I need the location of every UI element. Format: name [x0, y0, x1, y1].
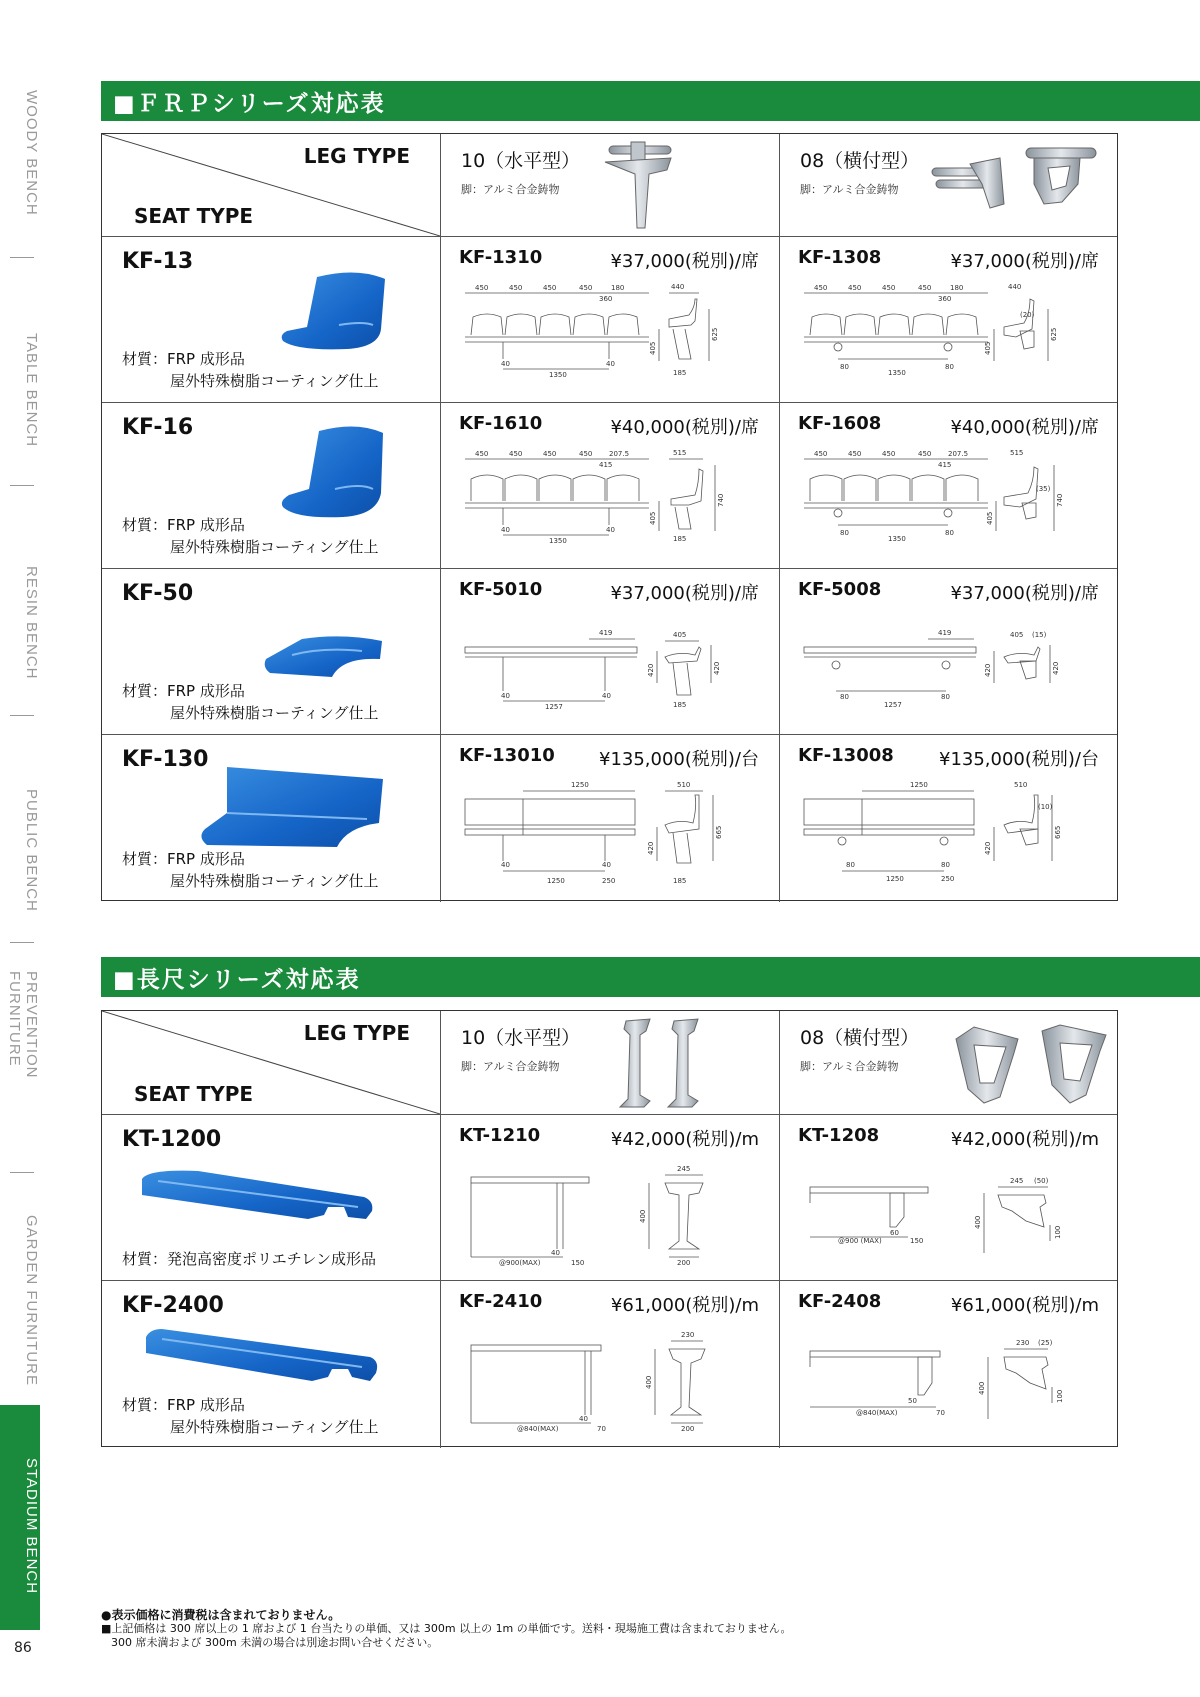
leg08-spec-cell: [780, 1281, 1119, 1448]
svg-text:419: 419: [938, 629, 952, 637]
svg-text:40: 40: [606, 360, 615, 368]
svg-text:70: 70: [597, 1425, 606, 1433]
svg-text:450: 450: [848, 450, 862, 458]
svg-text:50: 50: [908, 1397, 917, 1405]
svg-text:245: 245: [1010, 1177, 1024, 1185]
svg-text:400: 400: [639, 1209, 647, 1223]
leg-10-material: 脚：アルミ合金鋳物: [461, 1060, 560, 1073]
seat-model-code: KF-130: [122, 747, 209, 772]
seat-kf2400-image: [142, 1325, 382, 1391]
svg-text:419: 419: [599, 629, 613, 637]
dimension-drawing: [798, 279, 1098, 389]
nav-divider: [10, 257, 34, 258]
seat-cell: [102, 237, 441, 402]
frp-section-title: ■ＦＲＰシリーズ対応表: [101, 81, 1200, 121]
seat-kt1200-image: [138, 1167, 378, 1229]
seat-material: [122, 348, 379, 392]
svg-text:665: 665: [1054, 825, 1062, 839]
material-line-2: 屋外特殊樹脂コーティング仕上: [170, 872, 379, 890]
svg-text:420: 420: [984, 663, 992, 677]
price: ¥135,000(税別)/台: [939, 749, 1099, 770]
dimension-drawing: [459, 1157, 759, 1272]
svg-text:1350: 1350: [549, 371, 567, 379]
footnotes: [101, 1608, 792, 1650]
material-line-2: 屋外特殊樹脂コーティング仕上: [170, 1418, 379, 1436]
dimension-drawing: [798, 611, 1098, 721]
price: ¥37,000(税別)/席: [610, 583, 759, 604]
svg-text:80: 80: [840, 693, 849, 701]
frp-header-row: [102, 134, 1117, 237]
model-number: KF-13008: [798, 745, 894, 766]
tax-note: ●表示価格に消費税は含まれておりません。: [101, 1608, 341, 1622]
svg-text:(50): (50): [1034, 1177, 1049, 1185]
svg-text:(35): (35): [1036, 485, 1051, 493]
svg-text:230: 230: [681, 1331, 695, 1339]
leg10-spec-cell: [441, 735, 780, 902]
nav-divider: [10, 1172, 34, 1173]
horizontal-leg-icon: [601, 140, 681, 232]
svg-text:450: 450: [475, 450, 489, 458]
svg-text:100: 100: [1056, 1389, 1064, 1403]
svg-text:440: 440: [671, 283, 685, 291]
price-basis-note: ■上記価格は 300 席以上の 1 席および 1 台当たりの単価、又は 300m 以上の 1m の単価です。送料・現場施工費は含まれておりません。: [101, 1622, 792, 1635]
frp-table: [101, 133, 1118, 901]
svg-text:440: 440: [1008, 283, 1022, 291]
price: ¥37,000(税別)/席: [950, 583, 1099, 604]
nav-label: PREVENTION FURNITURE: [6, 971, 40, 1079]
leg10-spec-cell: [441, 237, 780, 402]
leg10-spec-cell: [441, 1115, 780, 1280]
svg-text:450: 450: [882, 284, 896, 292]
seat-model-code: KF-13: [122, 249, 194, 274]
svg-text:245: 245: [677, 1165, 691, 1173]
material-line-1: 材質：FRP 成形品: [122, 1396, 245, 1414]
seat-cell: [102, 1281, 441, 1448]
svg-text:80: 80: [840, 529, 849, 537]
seat-model-code: KT-1200: [122, 1127, 222, 1152]
dimension-drawing: [459, 445, 759, 555]
frp-row-kf130: [102, 735, 1117, 902]
svg-text:420: 420: [647, 841, 655, 855]
svg-text:185: 185: [673, 877, 687, 885]
svg-text:40: 40: [551, 1249, 560, 1257]
svg-text:@840(MAX): @840(MAX): [517, 1425, 559, 1433]
model-number: KF-5010: [459, 579, 543, 600]
svg-text:420: 420: [984, 841, 992, 855]
svg-text:515: 515: [673, 449, 687, 457]
svg-text:625: 625: [711, 327, 719, 341]
svg-text:200: 200: [677, 1259, 691, 1267]
dimension-drawing: [798, 445, 1098, 555]
svg-text:450: 450: [543, 284, 557, 292]
seat-cell: [102, 1115, 441, 1280]
svg-text:400: 400: [645, 1375, 653, 1389]
long-row-kf2400: [102, 1281, 1117, 1448]
price: ¥42,000(税別)/m: [610, 1129, 759, 1150]
nav-public-bench[interactable]: [0, 772, 40, 922]
material-line-2: 屋外特殊樹脂コーティング仕上: [170, 372, 379, 390]
svg-text:60: 60: [890, 1229, 899, 1237]
dimension-drawing: [798, 1323, 1098, 1438]
svg-text:740: 740: [717, 493, 725, 507]
model-number: KF-1608: [798, 413, 882, 434]
svg-text:(15): (15): [1032, 631, 1047, 639]
material-line-1: 材質：FRP 成形品: [122, 516, 245, 534]
leg08-spec-cell: [780, 1115, 1119, 1280]
svg-text:405: 405: [984, 341, 992, 355]
svg-text:@840(MAX): @840(MAX): [856, 1409, 898, 1417]
svg-text:(20): (20): [1020, 311, 1035, 319]
svg-text:405: 405: [986, 511, 994, 525]
side-mount-leg-icon: [930, 144, 1110, 224]
model-number: KF-13010: [459, 745, 555, 766]
svg-text:1250: 1250: [547, 877, 565, 885]
svg-text:150: 150: [910, 1237, 924, 1245]
svg-text:40: 40: [606, 526, 615, 534]
page-number: 86: [14, 1640, 32, 1656]
svg-text:180: 180: [611, 284, 625, 292]
svg-text:70: 70: [936, 1409, 945, 1417]
nav-divider: [10, 942, 34, 943]
svg-text:420: 420: [647, 663, 655, 677]
leg08-spec-cell: [780, 735, 1119, 902]
svg-text:510: 510: [1014, 781, 1028, 789]
price: ¥61,000(税別)/m: [610, 1295, 759, 1316]
model-number: KF-2408: [798, 1291, 882, 1312]
svg-text:250: 250: [941, 875, 955, 883]
svg-text:@900(MAX): @900(MAX): [499, 1259, 541, 1267]
leg08-spec-cell: [780, 569, 1119, 734]
nav-table-bench[interactable]: [0, 312, 40, 462]
nav-label: TABLE BENCH: [23, 332, 40, 448]
svg-text:665: 665: [715, 825, 723, 839]
svg-text:450: 450: [848, 284, 862, 292]
svg-text:400: 400: [974, 1215, 982, 1229]
frp-row-kf16: [102, 403, 1117, 569]
svg-text:740: 740: [1056, 493, 1064, 507]
svg-text:40: 40: [501, 526, 510, 534]
svg-text:@900 (MAX): @900 (MAX): [838, 1237, 882, 1245]
dimension-drawing: [459, 279, 759, 389]
nav-label: WOODY BENCH: [23, 90, 40, 216]
svg-text:100: 100: [1054, 1225, 1062, 1239]
long-row-kt1200: [102, 1115, 1117, 1281]
leg-08-material: 脚：アルミ合金鋳物: [800, 183, 899, 196]
svg-text:80: 80: [945, 363, 954, 371]
leg-08-header: [780, 134, 1119, 236]
svg-text:185: 185: [673, 535, 687, 543]
model-number: KF-1610: [459, 413, 543, 434]
svg-text:230: 230: [1016, 1339, 1030, 1347]
price: ¥135,000(税別)/台: [599, 749, 759, 770]
price: ¥37,000(税別)/席: [610, 251, 759, 272]
svg-text:450: 450: [814, 450, 828, 458]
seat-model-code: KF-2400: [122, 1293, 224, 1318]
nav-label: RESIN BENCH: [23, 566, 40, 680]
leg-08-title: 08（横付型）: [800, 1027, 920, 1049]
leg10-spec-cell: [441, 403, 780, 568]
model-number: KF-5008: [798, 579, 882, 600]
price: ¥37,000(税別)/席: [950, 251, 1099, 272]
leg10-spec-cell: [441, 569, 780, 734]
nav-label: PUBLIC BENCH: [23, 788, 40, 912]
dimension-drawing: [798, 777, 1098, 892]
svg-text:450: 450: [579, 284, 593, 292]
svg-text:40: 40: [501, 360, 510, 368]
seat-material: [122, 680, 379, 724]
svg-text:80: 80: [945, 529, 954, 537]
model-number: KF-1308: [798, 247, 882, 268]
seat-material: [122, 1394, 379, 1438]
svg-text:207.5: 207.5: [609, 450, 630, 458]
price: ¥40,000(税別)/席: [950, 417, 1099, 438]
horizontal-leg-icon: [616, 1015, 736, 1111]
svg-text:450: 450: [918, 284, 932, 292]
leg-10-title: 10（水平型）: [461, 150, 581, 172]
svg-text:415: 415: [938, 461, 952, 469]
frp-row-kf50: [102, 569, 1117, 735]
leg-type-label: LEG TYPE: [303, 1021, 410, 1045]
svg-text:80: 80: [941, 861, 950, 869]
material-line-1: 材質：FRP 成形品: [122, 682, 245, 700]
svg-text:515: 515: [1010, 449, 1024, 457]
nav-woody-bench[interactable]: [0, 75, 40, 225]
leg-type-label: LEG TYPE: [303, 144, 410, 168]
svg-text:415: 415: [599, 461, 613, 469]
long-section-title: ■長尺シリーズ対応表: [101, 957, 1200, 997]
nav-resin-bench[interactable]: [0, 545, 40, 695]
svg-text:(25): (25): [1038, 1339, 1053, 1347]
svg-text:1350: 1350: [888, 369, 906, 377]
svg-text:40: 40: [501, 692, 510, 700]
material-line-1: 材質：FRP 成形品: [122, 350, 245, 368]
svg-text:450: 450: [509, 284, 523, 292]
small-order-note: 300 席未満および 300m 未満の場合は別途お問い合せください。: [111, 1636, 439, 1649]
seat-kf130-image: [197, 763, 387, 858]
seat-cell: [102, 569, 441, 734]
svg-text:400: 400: [978, 1381, 986, 1395]
svg-text:450: 450: [543, 450, 557, 458]
seat-cell: [102, 735, 441, 902]
long-header-row: [102, 1011, 1117, 1115]
long-table: [101, 1010, 1118, 1447]
nav-divider: [10, 485, 34, 486]
svg-text:80: 80: [840, 363, 849, 371]
svg-text:405: 405: [649, 341, 657, 355]
nav-divider: [10, 715, 34, 716]
svg-text:185: 185: [673, 701, 687, 709]
nav-stadium-bench[interactable]: [0, 1405, 40, 1630]
nav-prevention-furniture[interactable]: [0, 965, 40, 1165]
material-line-1: 材質：発泡高密度ポリエチレン成形品: [122, 1250, 377, 1268]
svg-text:250: 250: [602, 877, 616, 885]
nav-garden-furniture[interactable]: [0, 1208, 40, 1388]
svg-text:420: 420: [1052, 661, 1060, 675]
svg-text:510: 510: [677, 781, 691, 789]
svg-text:180: 180: [950, 284, 964, 292]
svg-text:40: 40: [501, 861, 510, 869]
svg-text:1350: 1350: [549, 537, 567, 545]
svg-text:1250: 1250: [571, 781, 589, 789]
seat-kf50-image: [262, 631, 387, 681]
svg-text:1250: 1250: [910, 781, 928, 789]
leg-10-header: [441, 1011, 780, 1114]
svg-text:1257: 1257: [884, 701, 902, 709]
svg-text:450: 450: [814, 284, 828, 292]
model-number: KT-1210: [459, 1125, 541, 1146]
leg08-spec-cell: [780, 237, 1119, 402]
svg-text:405: 405: [649, 511, 657, 525]
seat-model-code: KF-16: [122, 415, 194, 440]
svg-text:40: 40: [602, 861, 611, 869]
frp-row-kf13: [102, 237, 1117, 403]
seat-type-label: SEAT TYPE: [134, 204, 254, 228]
seat-model-code: KF-50: [122, 581, 194, 606]
svg-text:200: 200: [681, 1425, 695, 1433]
leg-10-title: 10（水平型）: [461, 1027, 581, 1049]
material-line-2: 屋外特殊樹脂コーティング仕上: [170, 704, 379, 722]
seat-type-label: SEAT TYPE: [134, 1082, 254, 1106]
header-corner-cell: [102, 1011, 441, 1114]
leg-10-header: [441, 134, 780, 236]
svg-text:360: 360: [938, 295, 952, 303]
material-line-2: 屋外特殊樹脂コーティング仕上: [170, 538, 379, 556]
leg-08-header: [780, 1011, 1119, 1114]
svg-text:80: 80: [941, 693, 950, 701]
svg-text:1350: 1350: [888, 535, 906, 543]
svg-text:(10): (10): [1038, 803, 1053, 811]
seat-material: [122, 1248, 376, 1270]
svg-text:1257: 1257: [545, 703, 563, 711]
svg-text:207.5: 207.5: [948, 450, 969, 458]
svg-text:150: 150: [571, 1259, 585, 1267]
model-number: KF-2410: [459, 1291, 543, 1312]
dimension-drawing: [459, 777, 759, 892]
svg-text:185: 185: [673, 369, 687, 377]
svg-text:420: 420: [713, 661, 721, 675]
seat-material: [122, 848, 379, 892]
seat-kf13-image: [277, 269, 392, 354]
seat-material: [122, 514, 379, 558]
svg-text:405: 405: [1010, 631, 1024, 639]
svg-text:80: 80: [846, 861, 855, 869]
price: ¥42,000(税別)/m: [950, 1129, 1099, 1150]
svg-text:360: 360: [599, 295, 613, 303]
side-mount-leg-icon: [950, 1019, 1115, 1107]
leg-08-title: 08（横付型）: [800, 150, 920, 172]
svg-text:450: 450: [509, 450, 523, 458]
model-number: KF-1310: [459, 247, 543, 268]
price: ¥61,000(税別)/m: [950, 1295, 1099, 1316]
leg-10-material: 脚：アルミ合金鋳物: [461, 183, 560, 196]
svg-text:40: 40: [602, 692, 611, 700]
leg10-spec-cell: [441, 1281, 780, 1448]
price: ¥40,000(税別)/席: [610, 417, 759, 438]
dimension-drawing: [459, 1323, 759, 1438]
material-line-1: 材質：FRP 成形品: [122, 850, 245, 868]
seat-cell: [102, 403, 441, 568]
svg-text:625: 625: [1050, 327, 1058, 341]
leg08-spec-cell: [780, 403, 1119, 568]
header-corner-cell: [102, 134, 441, 236]
nav-label: GARDEN FURNITURE: [23, 1215, 40, 1387]
dimension-drawing: [798, 1157, 1098, 1272]
svg-text:450: 450: [579, 450, 593, 458]
svg-text:40: 40: [579, 1415, 588, 1423]
svg-text:450: 450: [475, 284, 489, 292]
seat-kf16-image: [277, 423, 392, 523]
dimension-drawing: [459, 611, 759, 721]
side-navigation: [0, 0, 40, 1697]
svg-text:1250: 1250: [886, 875, 904, 883]
svg-text:405: 405: [673, 631, 687, 639]
nav-label: STADIUM BENCH: [23, 1458, 40, 1595]
svg-text:450: 450: [918, 450, 932, 458]
leg-08-material: 脚：アルミ合金鋳物: [800, 1060, 899, 1073]
model-number: KT-1208: [798, 1125, 880, 1146]
svg-text:450: 450: [882, 450, 896, 458]
